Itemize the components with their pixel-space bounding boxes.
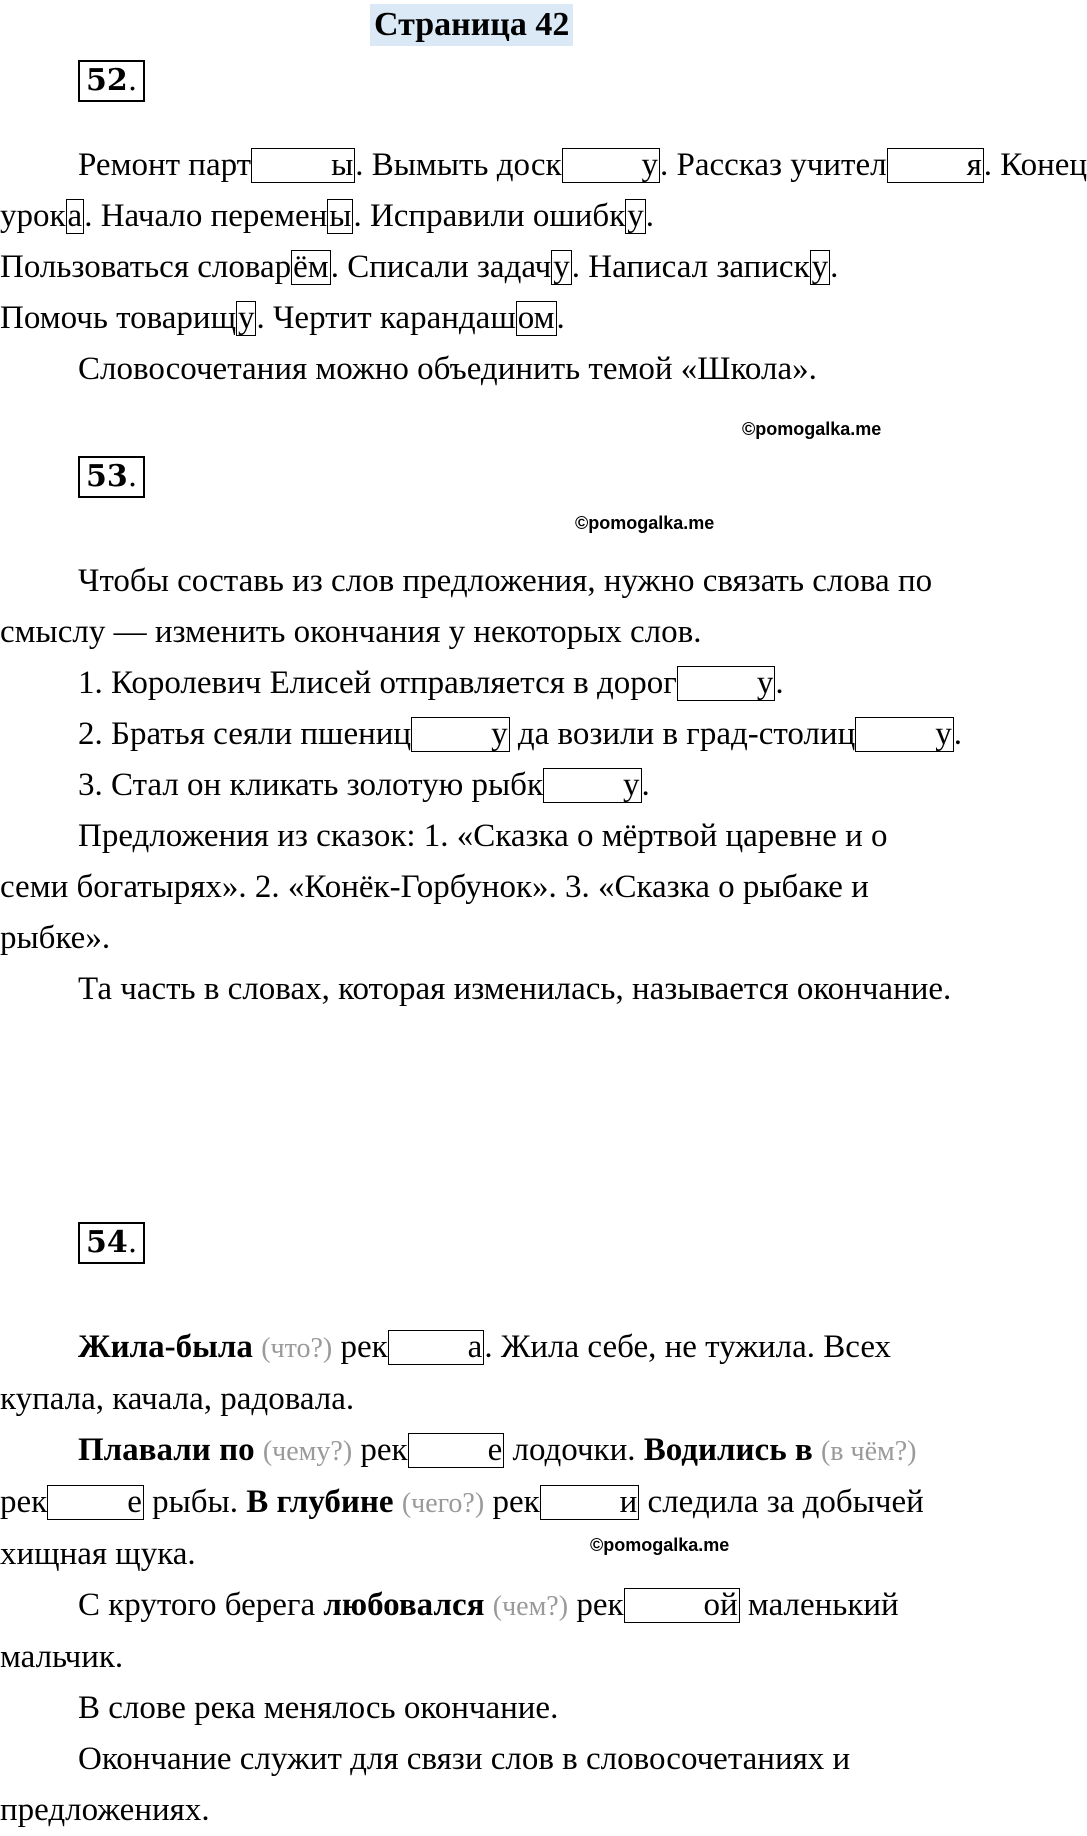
- watermark: ©pomogalka.me: [575, 513, 715, 533]
- task-number-52: 52.: [78, 60, 145, 102]
- task-52-conclusion: Словосочетания можно объединить темой «Школа».: [78, 351, 817, 387]
- ending-box: у: [411, 717, 510, 752]
- ending-box: ы: [329, 198, 352, 234]
- task-54-paragraph-2: Плавали по (чему?) рек е лодочки. Водились в (в чём?) рек е рыбы. В глубине (чего?) рек и следила за добычей хищная щука.: [0, 1432, 924, 1572]
- ending-box: у: [562, 148, 661, 183]
- task-53-text: [0, 556, 960, 1015]
- ending-box: у: [627, 198, 644, 234]
- task-54-paragraph-5: Окончание служит для связи слов в словосочетаниях и предложениях.: [0, 1741, 851, 1828]
- ending-box: ём: [293, 249, 329, 285]
- task-53-sentence-1: 1. Королевич Елисей отправляется в дорог у.: [78, 665, 784, 701]
- task-52-line-2: урока. Начало перемены. Исправили ошибку.: [0, 198, 654, 234]
- page-title: Страница 42: [370, 4, 573, 46]
- task-52-line-1: Ремонт парт ы. Вымыть доск у. Рассказ учител я. Конец: [78, 147, 1087, 183]
- task-54-paragraph-3: С крутого берега любовался (чем?) рек ой маленький мальчик.: [0, 1587, 899, 1675]
- task-number-53: 53.: [78, 456, 145, 498]
- ending-box: у: [237, 300, 255, 336]
- ending-box: у: [553, 249, 570, 285]
- watermark: ©pomogalka.me: [590, 1535, 730, 1555]
- task-52-text: [0, 140, 1087, 395]
- ending-box: е: [408, 1433, 505, 1468]
- ending-box: я: [887, 148, 984, 183]
- ending-box: ом: [517, 300, 555, 336]
- ending-box: у: [543, 768, 642, 803]
- task-52-line-3: Пользоваться словарём. Списали задачу. Написал записку.: [0, 249, 839, 285]
- ending-box: у: [811, 249, 829, 285]
- watermark: ©pomogalka.me: [742, 419, 882, 439]
- ending-box: и: [540, 1485, 640, 1520]
- ending-box: ы: [251, 148, 355, 183]
- ending-box: у: [855, 717, 954, 752]
- task-54-paragraph-1: Жила-была (что?) рек а. Жила себе, не тужила. Всех купала, качала, радовала.: [0, 1329, 892, 1417]
- task-53-intro: Чтобы составь из слов предложения, нужно связать слова по смыслу — изменить окончания у некоторых слов.: [0, 563, 933, 650]
- ending-box: у: [677, 666, 776, 701]
- ending-box: а: [388, 1330, 485, 1365]
- task-53-sentence-2: 2. Братья сеяли пшениц у да возили в град-столиц у.: [78, 716, 962, 752]
- task-53-sources: Предложения из сказок: 1. «Сказка о мёртвой царевне и о семи богатырях». 2. «Конёк-Горбунок». 3. «Сказка о рыбаке и рыбке».: [0, 818, 888, 956]
- task-53-sentence-3: 3. Стал он кликать золотую рыбк у.: [78, 767, 650, 803]
- task-number-54: 54.: [78, 1222, 145, 1264]
- ending-box: е: [47, 1485, 144, 1520]
- ending-box: ой: [624, 1588, 740, 1623]
- task-54-text: [0, 1322, 960, 1836]
- task-53-conclusion: Та часть в словах, которая изменилась, называется окончание.: [78, 971, 952, 1007]
- task-54-paragraph-4: В слове река менялось окончание.: [78, 1690, 559, 1726]
- task-52-line-4: Помочь товарищу. Чертит карандашом.: [0, 300, 565, 336]
- ending-box: а: [67, 198, 83, 234]
